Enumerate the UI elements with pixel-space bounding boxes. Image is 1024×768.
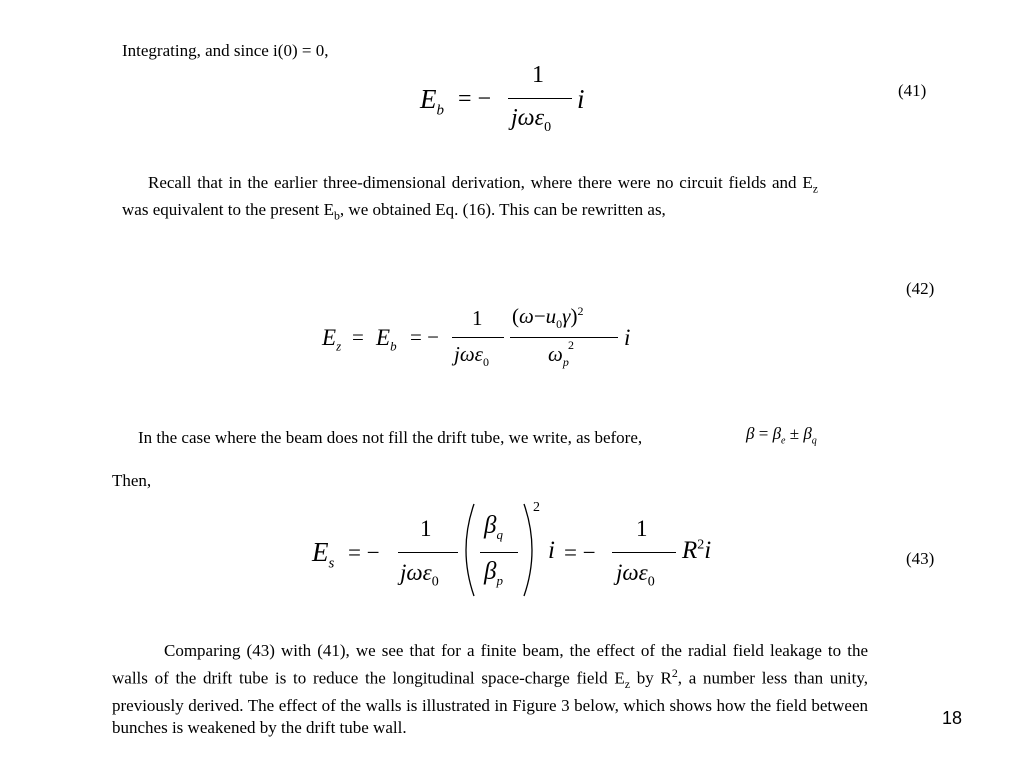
intro-text: Integrating, and since i(0) = 0, — [122, 41, 329, 60]
paragraph-recall: Recall that in the earlier three-dimensional derivation, where there were no circuit fields and $E_z$ was equivalent to the present $E_b$, we obtained Eq. (16). This can be rewritten as, — [122, 173, 818, 223]
equation-43-label: (43) — [906, 549, 935, 568]
equation-41-label: (41) — [898, 81, 927, 100]
equation-42-label: (42) — [906, 279, 935, 298]
paragraph-comparing: Comparing (43) with (41), we see that for a finite beam, the effect of the radial field leakage to the walls of the drift tube is to reduce the longitudinal space-charge field $E_z$ by $R^2$, a number less than unity, previously derived. The effect of the walls is illustrated in Figure 3 below, which shows how the field between bunches is weakened by the drift tube wall. — [112, 641, 868, 738]
paragraph-beam-case: In the case where the beam does not fill the drift tube, we write, as before, — [138, 428, 643, 447]
then-text: Then, — [112, 471, 152, 490]
page-number: 18 — [942, 708, 963, 728]
